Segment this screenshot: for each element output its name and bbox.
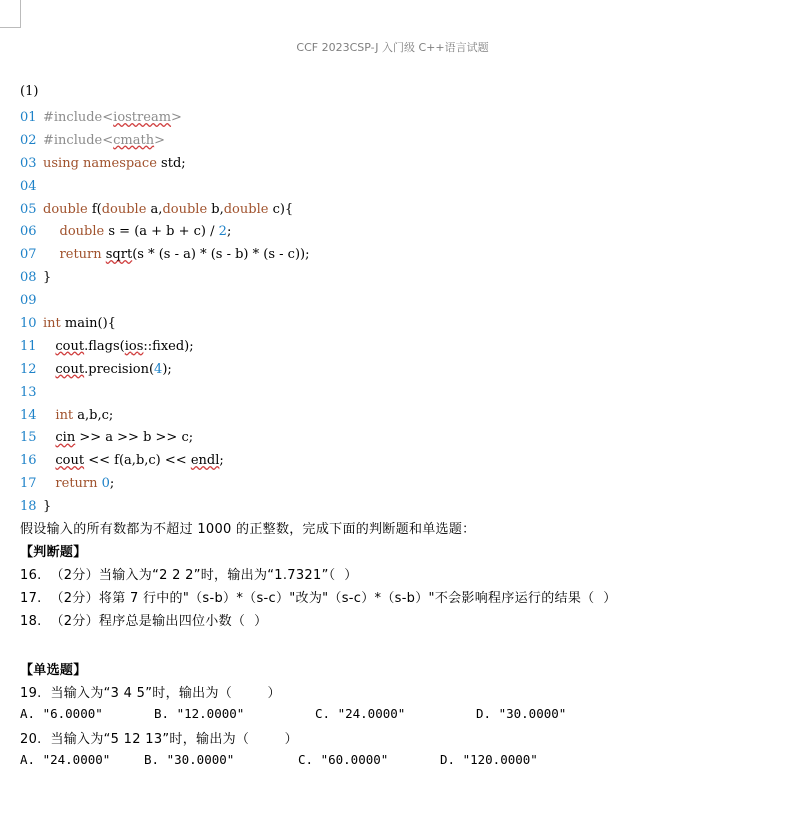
line-number: 11 [20, 338, 37, 354]
q19-option-d: D. "30.0000" [476, 706, 567, 721]
code-line [20, 221, 309, 244]
code-line [20, 359, 309, 382]
line-number: 05 [20, 201, 37, 217]
question-number: (1) [20, 84, 39, 99]
code-line [20, 176, 309, 199]
line-number: 02 [20, 132, 37, 148]
code-text: #include<cmath> [43, 132, 166, 148]
line-number: 14 [20, 407, 37, 423]
code-text: return 0; [55, 476, 115, 492]
code-line [20, 450, 309, 473]
code-line [20, 405, 309, 428]
code-text: cout << f(a,b,c) << endl; [55, 453, 224, 469]
page-header: CCF 2023CSP-J 入门级 C++语言试题 [296, 41, 489, 54]
code-listing [20, 107, 309, 519]
code-line [20, 496, 309, 519]
choice-heading: 【单选题】 [20, 663, 87, 678]
code-text: cout.flags(ios::fixed); [55, 338, 194, 354]
judge-heading: 【判断题】 [20, 545, 87, 560]
code-line [20, 427, 309, 450]
code-text: double f(double a,double b,double c){ [43, 201, 294, 217]
q19-stem: 19. 当输入为“3 4 5”时，输出为（ ） [20, 686, 281, 701]
judge-item-18: 18. （2分）程序总是输出四位小数（ ） [20, 614, 268, 629]
q20-option-d: D. "120.0000" [440, 752, 538, 767]
line-number: 10 [20, 316, 37, 332]
line-number: 16 [20, 453, 37, 469]
code-text: } [43, 270, 52, 286]
code-text: } [43, 499, 52, 515]
intro-text: 假设输入的所有数都为不超过 1000 的正整数，完成下面的判断题和单选题： [20, 522, 476, 537]
code-line [20, 153, 309, 176]
line-number: 17 [20, 476, 37, 492]
code-line [20, 199, 309, 222]
code-line [20, 107, 309, 130]
line-number: 08 [20, 270, 37, 286]
code-line [20, 382, 309, 405]
q20-option-c: C. "60.0000" [298, 752, 389, 767]
line-number: 04 [20, 178, 37, 194]
q20-stem: 20. 当输入为“5 12 13”时，输出为（ ） [20, 732, 298, 747]
line-number: 07 [20, 247, 37, 263]
page-corner-mark [0, 27, 20, 28]
code-text: #include<iostream> [43, 110, 182, 125]
line-number: 15 [20, 430, 37, 446]
code-line [20, 313, 309, 336]
code-text: using namespace std; [43, 155, 186, 171]
code-text: return sqrt(s * (s - a) * (s - b) * (s - c)); [59, 247, 310, 263]
q20-option-a: A. "24.0000" [20, 752, 111, 767]
judge-item-16: 16. （2分）当输入为“2 2 2”时，输出为“1.7321”（ ） [20, 568, 358, 583]
line-number: 01 [20, 110, 37, 125]
q19-option-c: C. "24.0000" [315, 706, 406, 721]
code-text: double s = (a + b + c) / 2; [59, 224, 232, 240]
page-corner-mark [20, 0, 21, 28]
line-number: 18 [20, 499, 37, 515]
code-text: cout.precision(4); [55, 361, 172, 377]
code-text: int main(){ [43, 316, 116, 332]
line-number: 12 [20, 361, 37, 377]
line-number: 06 [20, 224, 37, 240]
line-number: 13 [20, 384, 37, 400]
line-number: 09 [20, 293, 37, 309]
q19-option-b: B. "12.0000" [154, 706, 245, 721]
q20-option-b: B. "30.0000" [144, 752, 235, 767]
code-line [20, 130, 309, 153]
code-line [20, 244, 309, 267]
code-line [20, 267, 309, 290]
code-text: int a,b,c; [55, 407, 114, 423]
code-line [20, 473, 309, 496]
q19-option-a: A. "6.0000" [20, 706, 103, 721]
judge-item-17: 17. （2分）将第 7 行中的"（s-b）*（s-c）"改为"（s-c）*（s-b）"不会影响程序运行的结果（ ） [20, 591, 617, 606]
code-line [20, 290, 309, 313]
q20-options [20, 752, 538, 827]
line-number: 03 [20, 155, 37, 171]
code-line [20, 336, 309, 359]
code-text: cin >> a >> b >> c; [55, 430, 194, 446]
